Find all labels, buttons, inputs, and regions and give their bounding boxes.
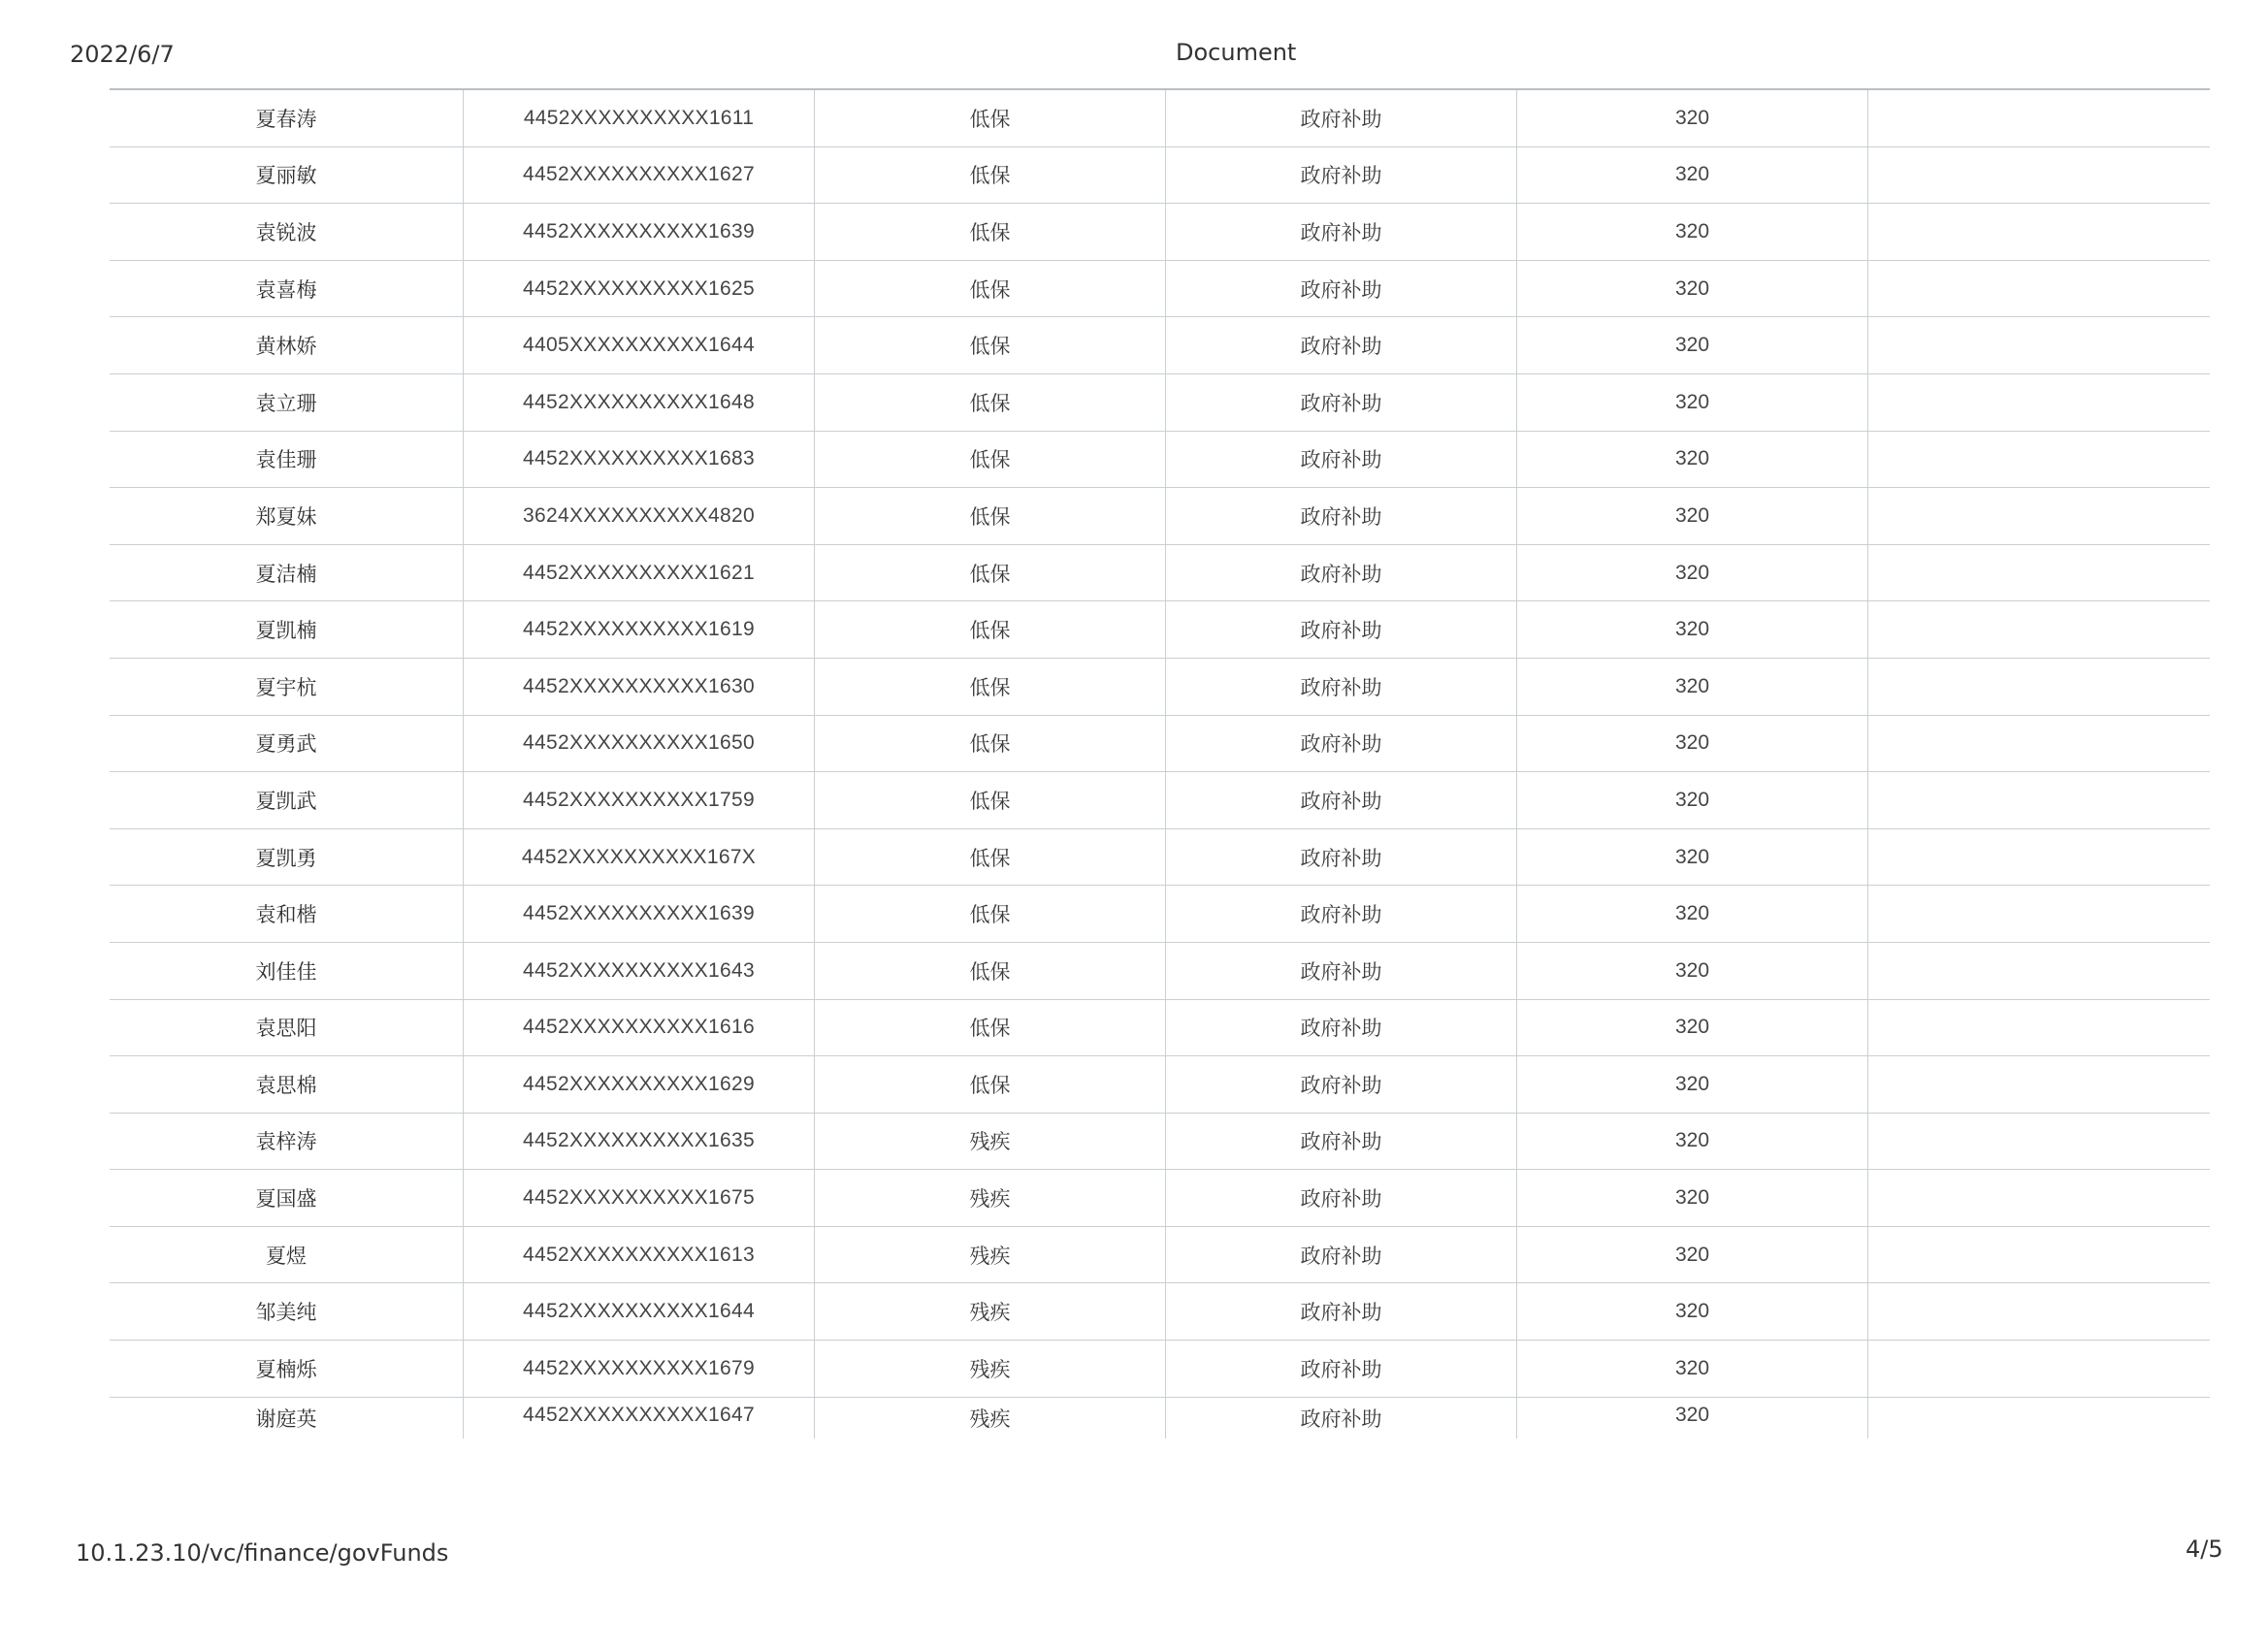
fund-source-cell: 政府补助 xyxy=(1165,432,1516,488)
page-url: 10.1.23.10/vc/finance/govFunds xyxy=(76,1539,449,1567)
id-number-cell: 3624XXXXXXXXXX4820 xyxy=(463,488,814,544)
note-cell xyxy=(1867,716,2210,772)
amount-cell: 320 xyxy=(1516,317,1867,373)
id-number-cell: 4452XXXXXXXXXX1643 xyxy=(463,943,814,999)
id-number-cell: 4452XXXXXXXXXX1683 xyxy=(463,432,814,488)
aid-type-cell: 低保 xyxy=(814,1056,1165,1113)
amount-cell: 320 xyxy=(1516,1227,1867,1283)
note-cell xyxy=(1867,90,2210,146)
table-row xyxy=(110,1341,2210,1398)
amount-cell: 320 xyxy=(1516,374,1867,431)
note-cell xyxy=(1867,601,2210,658)
name-cell: 夏凯武 xyxy=(255,789,317,813)
note-cell xyxy=(1867,488,2210,544)
amount-cell: 320 xyxy=(1516,772,1867,828)
fund-source-cell: 政府补助 xyxy=(1165,204,1516,260)
fund-source-cell: 政府补助 xyxy=(1165,943,1516,999)
amount-cell: 320 xyxy=(1516,1341,1867,1397)
fund-source-cell: 政府补助 xyxy=(1165,1056,1516,1113)
note-cell xyxy=(1867,261,2210,317)
name-cell: 夏勇武 xyxy=(255,732,317,757)
fund-source-cell: 政府补助 xyxy=(1165,1170,1516,1226)
id-number-cell: 4452XXXXXXXXXX1675 xyxy=(463,1170,814,1226)
amount-cell: 320 xyxy=(1516,943,1867,999)
fund-source-cell: 政府补助 xyxy=(1165,829,1516,886)
note-cell xyxy=(1867,1398,2210,1439)
id-number-cell: 4452XXXXXXXXXX1635 xyxy=(463,1114,814,1170)
fund-source-cell: 政府补助 xyxy=(1165,1341,1516,1397)
name-cell: 袁思阳 xyxy=(255,1017,317,1041)
id-number-cell: 4452XXXXXXXXXX1639 xyxy=(463,204,814,260)
fund-source-cell: 政府补助 xyxy=(1165,601,1516,658)
aid-type-cell: 低保 xyxy=(814,716,1165,772)
aid-type-cell: 低保 xyxy=(814,886,1165,942)
id-number-cell: 4452XXXXXXXXXX1759 xyxy=(463,772,814,828)
table-row xyxy=(110,90,2210,147)
name-cell: 刘佳佳 xyxy=(255,959,317,984)
aid-type-cell: 残疾 xyxy=(814,1283,1165,1340)
table-row xyxy=(110,716,2210,773)
amount-cell: 320 xyxy=(1516,829,1867,886)
name-cell: 夏丽敏 xyxy=(255,164,317,188)
table-row xyxy=(110,374,2210,432)
document-title: Document xyxy=(1176,39,1297,66)
name-cell: 夏宇杭 xyxy=(255,675,317,699)
table-row xyxy=(110,317,2210,374)
name-cell: 袁梓涛 xyxy=(255,1130,317,1154)
id-number-cell: 4452XXXXXXXXXX1647 xyxy=(463,1398,814,1439)
name-cell: 谢庭英 xyxy=(255,1406,317,1431)
note-cell xyxy=(1867,147,2210,204)
fund-source-cell: 政府补助 xyxy=(1165,374,1516,431)
aid-type-cell: 低保 xyxy=(814,943,1165,999)
table-row xyxy=(110,488,2210,545)
amount-cell: 320 xyxy=(1516,1398,1867,1439)
name-cell: 夏春涛 xyxy=(255,107,317,131)
aid-type-cell: 低保 xyxy=(814,204,1165,260)
amount-cell: 320 xyxy=(1516,147,1867,204)
aid-type-cell: 低保 xyxy=(814,1000,1165,1056)
table-row xyxy=(110,1170,2210,1227)
note-cell xyxy=(1867,1341,2210,1397)
table-row xyxy=(110,601,2210,659)
name-cell: 袁喜梅 xyxy=(255,277,317,302)
amount-cell: 320 xyxy=(1516,488,1867,544)
table-row xyxy=(110,1056,2210,1114)
aid-type-cell: 低保 xyxy=(814,545,1165,601)
name-cell: 夏国盛 xyxy=(255,1187,317,1212)
id-number-cell: 4452XXXXXXXXXX1639 xyxy=(463,886,814,942)
note-cell xyxy=(1867,1170,2210,1226)
name-cell: 袁佳珊 xyxy=(255,448,317,472)
amount-cell: 320 xyxy=(1516,659,1867,715)
amount-cell: 320 xyxy=(1516,716,1867,772)
aid-type-cell: 低保 xyxy=(814,432,1165,488)
fund-source-cell: 政府补助 xyxy=(1165,1114,1516,1170)
fund-source-cell: 政府补助 xyxy=(1165,317,1516,373)
amount-cell: 320 xyxy=(1516,1114,1867,1170)
id-number-cell: 4452XXXXXXXXXX1648 xyxy=(463,374,814,431)
aid-type-cell: 残疾 xyxy=(814,1398,1165,1439)
note-cell xyxy=(1867,659,2210,715)
note-cell xyxy=(1867,204,2210,260)
fund-source-cell: 政府补助 xyxy=(1165,261,1516,317)
funds-table xyxy=(110,88,2210,1439)
aid-type-cell: 低保 xyxy=(814,659,1165,715)
id-number-cell: 4452XXXXXXXXXX1621 xyxy=(463,545,814,601)
table-row xyxy=(110,432,2210,489)
name-cell: 邹美纯 xyxy=(255,1301,317,1325)
note-cell xyxy=(1867,1056,2210,1113)
table-row xyxy=(110,261,2210,318)
amount-cell: 320 xyxy=(1516,432,1867,488)
aid-type-cell: 残疾 xyxy=(814,1114,1165,1170)
table-row xyxy=(110,1000,2210,1057)
aid-type-cell: 低保 xyxy=(814,147,1165,204)
id-number-cell: 4452XXXXXXXXXX1613 xyxy=(463,1227,814,1283)
id-number-cell: 4452XXXXXXXXXX1611 xyxy=(463,90,814,146)
fund-source-cell: 政府补助 xyxy=(1165,90,1516,146)
name-cell: 袁锐波 xyxy=(255,220,317,244)
name-cell: 郑夏妹 xyxy=(255,504,317,529)
aid-type-cell: 残疾 xyxy=(814,1227,1165,1283)
fund-source-cell: 政府补助 xyxy=(1165,1283,1516,1340)
aid-type-cell: 低保 xyxy=(814,488,1165,544)
id-number-cell: 4452XXXXXXXXXX1650 xyxy=(463,716,814,772)
aid-type-cell: 低保 xyxy=(814,90,1165,146)
aid-type-cell: 低保 xyxy=(814,261,1165,317)
fund-source-cell: 政府补助 xyxy=(1165,716,1516,772)
fund-source-cell: 政府补助 xyxy=(1165,659,1516,715)
note-cell xyxy=(1867,374,2210,431)
amount-cell: 320 xyxy=(1516,886,1867,942)
fund-source-cell: 政府补助 xyxy=(1165,545,1516,601)
note-cell xyxy=(1867,772,2210,828)
aid-type-cell: 残疾 xyxy=(814,1170,1165,1226)
fund-source-cell: 政府补助 xyxy=(1165,488,1516,544)
aid-type-cell: 残疾 xyxy=(814,1341,1165,1397)
id-number-cell: 4452XXXXXXXXXX1627 xyxy=(463,147,814,204)
id-number-cell: 4452XXXXXXXXXX1644 xyxy=(463,1283,814,1340)
aid-type-cell: 低保 xyxy=(814,772,1165,828)
aid-type-cell: 低保 xyxy=(814,829,1165,886)
amount-cell: 320 xyxy=(1516,90,1867,146)
id-number-cell: 4405XXXXXXXXXX1644 xyxy=(463,317,814,373)
table-row xyxy=(110,772,2210,829)
note-cell xyxy=(1867,317,2210,373)
table-row xyxy=(110,886,2210,943)
name-cell: 夏洁楠 xyxy=(255,562,317,586)
amount-cell: 320 xyxy=(1516,261,1867,317)
table-row xyxy=(110,829,2210,887)
note-cell xyxy=(1867,1283,2210,1340)
amount-cell: 320 xyxy=(1516,204,1867,260)
table-row xyxy=(110,1114,2210,1171)
table-row xyxy=(110,545,2210,602)
name-cell: 袁立珊 xyxy=(255,391,317,415)
print-date: 2022/6/7 xyxy=(70,41,175,68)
id-number-cell: 4452XXXXXXXXXX167X xyxy=(463,829,814,886)
name-cell: 夏凯楠 xyxy=(255,619,317,643)
name-cell: 夏煜 xyxy=(266,1244,307,1268)
fund-source-cell: 政府补助 xyxy=(1165,1000,1516,1056)
name-cell: 袁和楷 xyxy=(255,903,317,927)
fund-source-cell: 政府补助 xyxy=(1165,147,1516,204)
name-cell: 夏凯勇 xyxy=(255,846,317,870)
id-number-cell: 4452XXXXXXXXXX1679 xyxy=(463,1341,814,1397)
fund-source-cell: 政府补助 xyxy=(1165,1398,1516,1439)
id-number-cell: 4452XXXXXXXXXX1625 xyxy=(463,261,814,317)
table-row xyxy=(110,1398,2210,1439)
aid-type-cell: 低保 xyxy=(814,374,1165,431)
aid-type-cell: 低保 xyxy=(814,317,1165,373)
amount-cell: 320 xyxy=(1516,1283,1867,1340)
note-cell xyxy=(1867,829,2210,886)
amount-cell: 320 xyxy=(1516,601,1867,658)
fund-source-cell: 政府补助 xyxy=(1165,1227,1516,1283)
aid-type-cell: 低保 xyxy=(814,601,1165,658)
table-row xyxy=(110,204,2210,261)
id-number-cell: 4452XXXXXXXXXX1619 xyxy=(463,601,814,658)
fund-source-cell: 政府补助 xyxy=(1165,886,1516,942)
amount-cell: 320 xyxy=(1516,1170,1867,1226)
id-number-cell: 4452XXXXXXXXXX1630 xyxy=(463,659,814,715)
fund-source-cell: 政府补助 xyxy=(1165,772,1516,828)
page-number: 4/5 xyxy=(2186,1536,2223,1563)
table-row xyxy=(110,659,2210,716)
id-number-cell: 4452XXXXXXXXXX1616 xyxy=(463,1000,814,1056)
table-row xyxy=(110,1283,2210,1341)
amount-cell: 320 xyxy=(1516,545,1867,601)
note-cell xyxy=(1867,1227,2210,1283)
note-cell xyxy=(1867,943,2210,999)
note-cell xyxy=(1867,886,2210,942)
name-cell: 夏楠烁 xyxy=(255,1357,317,1381)
table-row xyxy=(110,147,2210,205)
note-cell xyxy=(1867,1114,2210,1170)
name-cell: 袁思棉 xyxy=(255,1073,317,1097)
amount-cell: 320 xyxy=(1516,1056,1867,1113)
id-number-cell: 4452XXXXXXXXXX1629 xyxy=(463,1056,814,1113)
note-cell xyxy=(1867,545,2210,601)
note-cell xyxy=(1867,432,2210,488)
table-row xyxy=(110,943,2210,1000)
table-row xyxy=(110,1227,2210,1284)
name-cell: 黄林娇 xyxy=(255,335,317,359)
note-cell xyxy=(1867,1000,2210,1056)
amount-cell: 320 xyxy=(1516,1000,1867,1056)
